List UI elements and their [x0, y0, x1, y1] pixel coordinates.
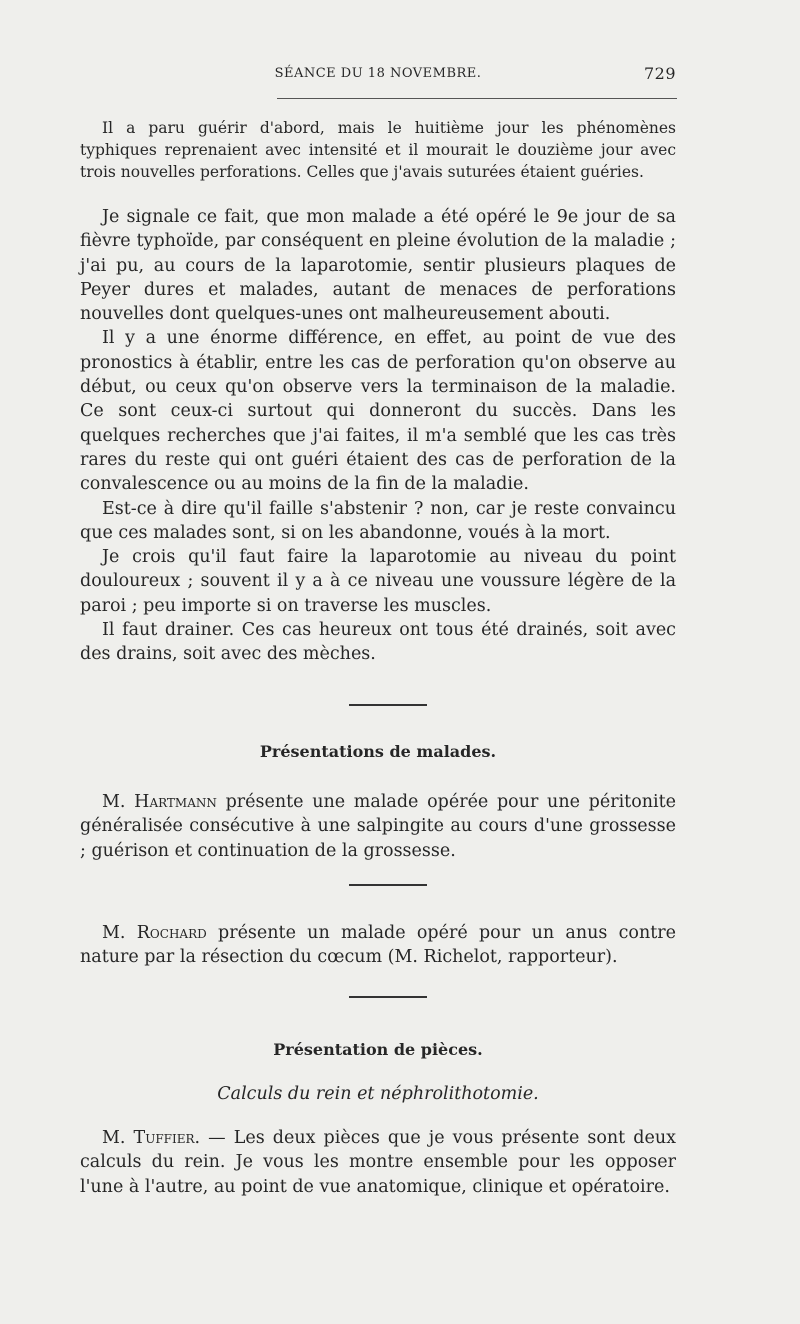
author-name-hartmann: M. Hartmann	[102, 792, 217, 812]
author-name-tuffier: M. Tuffier.	[102, 1128, 201, 1148]
hartmann-block	[80, 790, 676, 863]
author-name-rochard: M. Rochard	[102, 923, 207, 943]
intro-paragraph: Il a paru guérir d'abord, mais le huitième jour les phénomènes typhiques reprenaient avec intensité et il mourait le douzième jour avec trois nouvelles perforations. Celles que j'avais suturées étaient guéries.	[80, 119, 676, 181]
page-number: 729	[643, 64, 676, 83]
section-heading-pieces: Présentation de pièces.	[273, 1040, 483, 1059]
section-subtitle: Calculs du rein et néphrolithotomie.	[217, 1084, 539, 1104]
paragraph-4: Je crois qu'il faut faire la laparotomie au niveau du point douloureux ; souvent il y a à ce niveau une voussure légère de la paroi ; peu importe si on traverse les muscles.	[80, 547, 676, 616]
paragraph-3: Est-ce à dire qu'il faille s'abstenir ? non, car je reste convaincu que ces malades sont, si on les abandonne, voués à la mort.	[80, 498, 676, 543]
header-rule	[277, 98, 677, 99]
section-heading-malades: Présentations de malades.	[259, 742, 497, 761]
tuffier-paragraph	[80, 1126, 676, 1199]
separator-rule	[349, 996, 427, 998]
rochard-paragraph	[80, 921, 676, 970]
separator-rule	[349, 884, 427, 886]
main-text-block	[80, 205, 676, 667]
tuffier-block	[80, 1126, 676, 1199]
separator-rule	[349, 704, 427, 706]
tuffier-text: — Les deux pièces que je vous présente sont deux calculs du rein. Je vous les montre ensemble pour les opposer l'une à l'autre, au point de vue anatomique, clinique et opératoire.	[80, 1128, 676, 1197]
running-header	[80, 62, 676, 88]
intro-paragraph-block	[80, 117, 676, 183]
paragraph-2: Il y a une énorme différence, en effet, au point de vue des pronostics à établir, entre les cas de perforation qu'on observe au début, ou ceux qu'on observe vers la terminaison de la maladie. Ce sont ceux-ci surtout qui donneront du succès. Dans les quelques recherches que j'ai faites, il m'a semblé que les cas très rares du reste qui ont guéri étaient des cas de perforation de la convalescence ou au moins de la fin de la maladie.	[80, 328, 676, 495]
rochard-block	[80, 921, 676, 970]
paragraph-1: Je signale ce fait, que mon malade a été opéré le 9e jour de sa fièvre typhoïde, par conséquent en pleine évolution de la maladie ; j'ai pu, au cours de la laparotomie, sentir plusieurs plaques de Peyer dures et malades, autant de menaces de perforations nouvelles dont quelques-unes ont malheureusement abouti.	[80, 207, 676, 325]
hartmann-paragraph	[80, 790, 676, 863]
header-title: SÉANCE DU 18 NOVEMBRE.	[274, 66, 482, 81]
rochard-text: présente un malade opéré pour un anus contre nature par la résection du cœcum (M. Richelot, rapporteur).	[80, 923, 676, 968]
paragraph-5: Il faut drainer. Ces cas heureux ont tous été drainés, soit avec des drains, soit avec des mèches.	[80, 620, 676, 665]
hartmann-text: présente une malade opérée pour une péritonite généralisée consécutive à une salpingite au cours d'une grossesse ; guérison et continuation de la grossesse.	[80, 792, 676, 861]
